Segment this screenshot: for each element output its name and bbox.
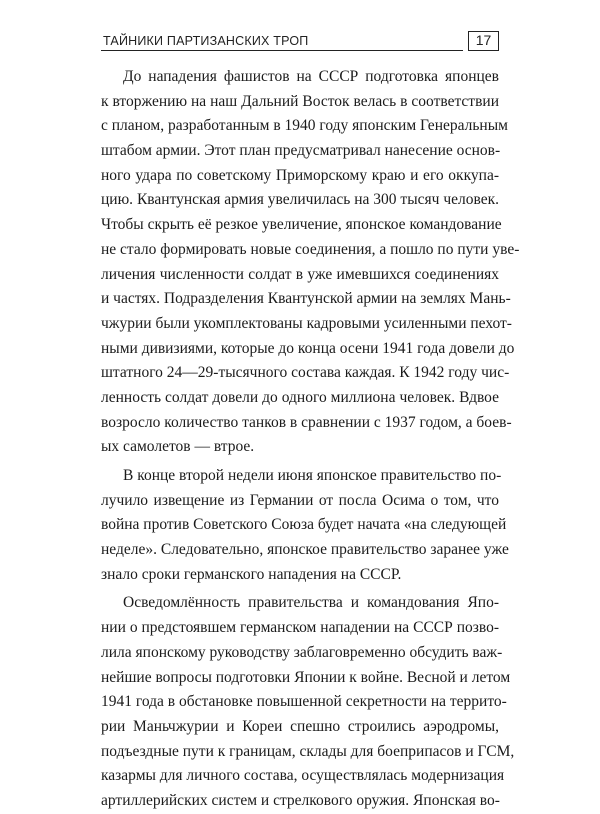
paragraph-1 <box>101 65 520 460</box>
text-line: чжурии были укомплектованы кадровыми усиленными пехот- <box>101 314 512 332</box>
text-line: возросло количество танков в сравнении с 1937 годом, а боев- <box>101 413 512 431</box>
text-line: лучило извещение из Германии от посла Осима о том, что <box>101 491 499 509</box>
text-line: лила японскому руководству заблаговременно обсудить важ- <box>101 643 503 661</box>
text-line: знало сроки германского нападения на СССР. <box>101 565 402 583</box>
text-line: нии о предстоявшем германском нападении на СССР позво- <box>101 619 499 637</box>
text-line: не стало формировать новые соединения, а пошло по пути уве- <box>101 240 520 258</box>
text-line: ленность солдат довели до одного миллиона человек. Вдвое <box>101 388 499 406</box>
text-line: ными дивизиями, которые до конца осени 1941 года довели до <box>101 339 515 357</box>
text-line: Осведомлённость правительства и командования Япо- <box>123 594 499 612</box>
text-line: личения численности солдат в уже имевшихся соединениях <box>101 265 499 283</box>
paragraph-3 <box>101 591 515 813</box>
text-line: ного удара по советскому Приморскому краю и его оккупа- <box>101 166 499 184</box>
page-header <box>101 31 499 55</box>
text-line: штабом армии. Этот план предусматривал нанесение основ- <box>101 142 501 160</box>
body-text <box>101 65 520 814</box>
running-title: ТАЙНИКИ ПАРТИЗАНСКИХ ТРОП <box>103 34 309 48</box>
text-line: штатного 24—29-тысячного состава каждая. К 1942 году чис- <box>101 364 510 382</box>
text-line: война против Советского Союза будет начата «на следующей <box>101 516 507 534</box>
text-line: и частях. Подразделения Квантунской армии на землях Мань- <box>101 290 511 308</box>
text-line: с планом, разработанным в 1940 году японским Генеральным <box>101 117 508 135</box>
text-line: В конце второй недели июня японское правительство по- <box>123 467 502 484</box>
text-line: казармы для личного состава, осуществлялась модернизация <box>101 767 505 785</box>
text-line: нейшие вопросы подготовки Японии к войне. Весной и летом <box>101 668 511 686</box>
text-line: До нападения фашистов на СССР подготовка японцев <box>123 68 499 85</box>
text-line: ых самолетов — втрое. <box>101 438 255 456</box>
page-number: 17 <box>468 31 499 51</box>
text-line: Чтобы скрыть её резкое увеличение, японское командование <box>101 216 502 234</box>
text-line: подъездные пути к границам, склады для боеприпасов и ГСМ, <box>101 742 515 760</box>
text-line: рии Маньчжурии и Кореи спешно строились аэродромы, <box>101 717 499 735</box>
header-rule <box>101 50 463 51</box>
text-line: неделе». Следовательно, японское правительство заранее уже <box>101 541 509 559</box>
text-line: артиллерийских систем и стрелкового оружия. Японская во- <box>101 791 500 809</box>
text-line: 1941 года в обстановке повышенной секретности на террито- <box>101 693 507 711</box>
text-line: к вторжению на наш Дальний Восток велась в соответствии <box>101 92 499 110</box>
paragraph-2 <box>101 464 509 587</box>
text-line: цию. Квантунская армия увеличилась на 300 тысяч человек. <box>101 191 499 209</box>
